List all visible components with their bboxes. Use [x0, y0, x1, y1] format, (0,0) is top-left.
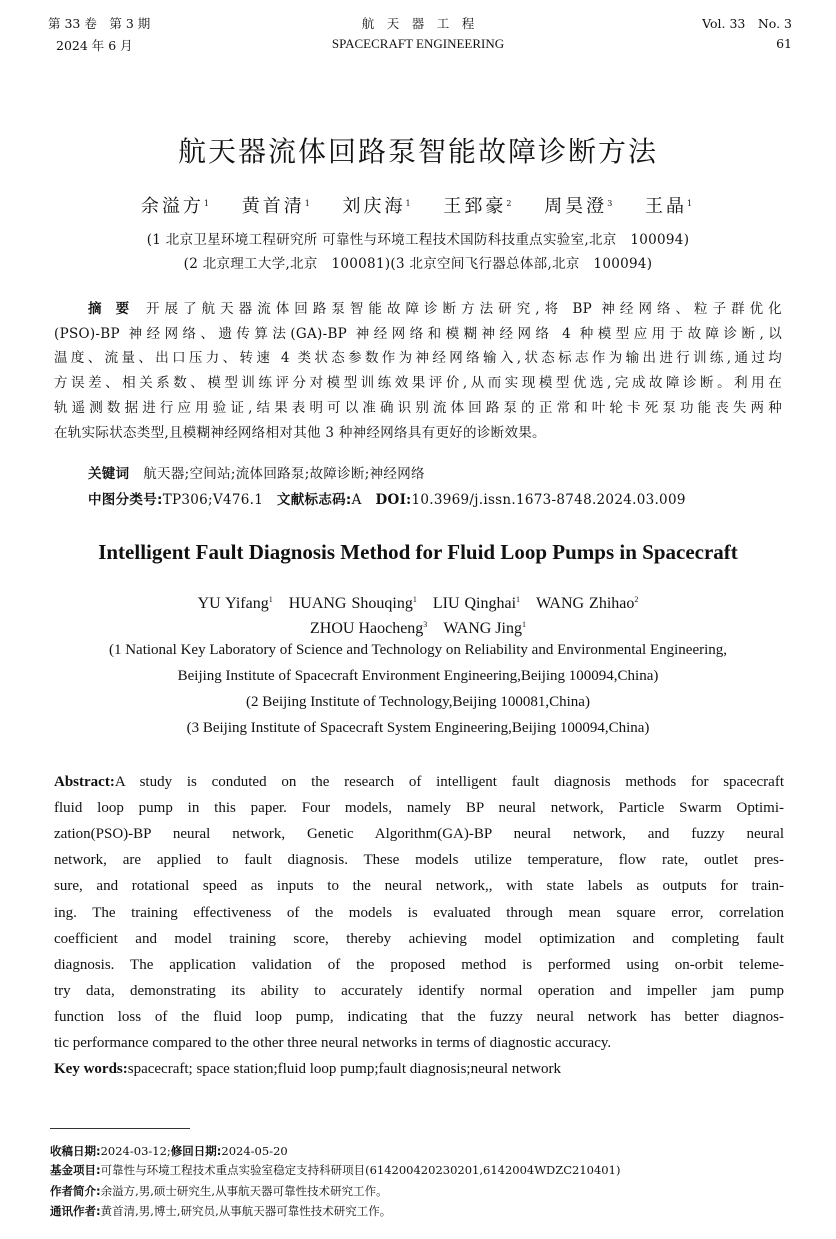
authors-en-line-2: [0, 615, 836, 638]
clc-label: 中图分类号:: [88, 492, 163, 508]
abstract-en-line: zation(PSO)-BP neural network, Genetic Algorithm(GA)-BP neural network, and fuzzy neural: [54, 826, 784, 843]
received-date: 2024-03-12;: [100, 1144, 171, 1158]
affiliation-zh-1: (1 北京卫星环境工程研究所 可靠性与环境工程技术国防科技重点实验室,北京 100094): [146, 232, 690, 248]
abstract-en-line: fluid loop pump in this paper. Four models, namely BP neural network, Particle Swarm Optimi-: [54, 800, 784, 817]
abstract-en-text: A study is conduted on the research of intelligent fault diagnosis methods for spacecraft: [114, 774, 784, 790]
author-name: 王郅豪: [443, 196, 507, 217]
affiliation-en-4: (3 Beijing Institute of Spacecraft System Engineering,Beijing 100094,China): [186, 720, 650, 736]
header-journal-en: SPACECRAFT ENGINEERING: [331, 36, 505, 51]
author-name: 刘庆海: [342, 196, 406, 217]
funding-label: 基金项目:: [50, 1163, 101, 1177]
revised-date: 2024-05-20: [221, 1144, 288, 1158]
abstract-en-line: [54, 774, 784, 791]
header-vol-no: Vol. 33 No. 3: [702, 16, 792, 31]
funding-text: 可靠性与环境工程技术重点实验室稳定支持科研项目(614200420230201,6142004WDZC210401): [100, 1163, 621, 1177]
corresponding-label: 通讯作者:: [50, 1204, 101, 1218]
author: [141, 196, 212, 217]
author-name: 余溢方: [140, 196, 204, 217]
revised-label: 修回日期:: [170, 1144, 222, 1158]
authors-en-line-1: [0, 590, 836, 613]
bio-text: 余溢方,男,硕士研究生,从事航天器可靠性技术研究工作。: [100, 1184, 388, 1198]
abstract-zh-line: 方误差、相关系数、模型训练评分对模型训练效果评价,从而实现模型优选,完成故障诊断。利用在: [54, 375, 782, 392]
author-affiliation-mark: 1: [412, 595, 417, 604]
author-affiliation-mark: 1: [405, 199, 414, 208]
author-affiliation-mark: 1: [203, 199, 212, 208]
title-zh: 航天器流体回路泵智能故障诊断方法: [177, 135, 658, 168]
author: [514, 196, 615, 217]
author: [414, 196, 515, 217]
title-en: Intelligent Fault Diagnosis Method for Fluid Loop Pumps in Spacecraft: [98, 540, 738, 564]
clc-value: TP306;V476.1: [162, 492, 264, 508]
author: [212, 196, 313, 217]
header-date: 2024 年 6 月: [56, 38, 133, 53]
author-affiliation-mark: 2: [634, 595, 639, 604]
footnote-divider: [50, 1128, 190, 1129]
header-page-number: 61: [776, 36, 792, 51]
abstract-en-line: diagnosis. The application validation of the proposed method is performed using on-orbit teleme-: [54, 956, 784, 973]
author: [273, 595, 417, 612]
author-affiliation-mark: 1: [268, 595, 273, 604]
affiliation-zh-2: (2 北京理工大学,北京 100081)(3 北京空间飞行器总体部,北京 100094): [183, 256, 653, 272]
author-affiliation-mark: 1: [304, 199, 313, 208]
abstract-en-line: coefficient and model training score, thereby achieving model optimization and completing fault: [54, 930, 784, 947]
footnote-dates: [50, 1143, 288, 1159]
author: [310, 620, 427, 637]
abstract-en-line: sure, and rotational speed as inputs to the neural network,, with state labels as outputs for train-: [54, 878, 784, 895]
keywords-zh: [88, 462, 425, 482]
affiliation-en-2: Beijing Institute of Spacecraft Environment Engineering,Beijing 100094,China): [177, 668, 659, 684]
abstract-en-label: Abstract:: [54, 774, 115, 790]
doi-label: DOI:: [375, 492, 412, 508]
author-name: 王晶: [645, 196, 688, 217]
footnote-funding: [50, 1162, 620, 1178]
abstract-zh-line: 轨遥测数据进行应用验证,结果表明可以准确识别流体回路泵的正常和叶轮卡死泵功能丧失两种: [54, 399, 782, 416]
author-affiliation-mark: 1: [516, 595, 521, 604]
keywords-zh-label: 关键词: [88, 466, 130, 482]
keywords-en-text: spacecraft; space station;fluid loop pump;fault diagnosis;neural network: [127, 1061, 561, 1077]
header-journal-zh: 航 天 器 工 程: [361, 16, 475, 31]
author-affiliation-mark: 1: [687, 199, 696, 208]
classification-line: [88, 488, 686, 508]
author: [313, 196, 414, 217]
author-name: ZHOU Haocheng: [310, 620, 424, 637]
abstract-zh-label: 摘 要: [88, 301, 130, 317]
abstract-en-line: try data, demonstrating its ability to accurately identify normal operation and impeller jam pump: [54, 982, 784, 999]
keywords-zh-text: 航天器;空间站;流体回路泵;故障诊断;神经网络: [143, 466, 425, 482]
author: [520, 595, 638, 612]
author-affiliation-mark: 1: [521, 620, 526, 629]
author-affiliation-mark: 2: [506, 199, 515, 208]
author-name: 黄首清: [241, 196, 305, 217]
affiliation-en-1: (1 National Key Laboratory of Science and Technology on Reliability and Environmental Engineering,: [108, 642, 728, 658]
bio-label: 作者简介:: [50, 1184, 101, 1198]
abstract-en-line: function loss of the fluid loop pump, indicating that the fuzzy neural network has better diagnos-: [54, 1008, 784, 1025]
keywords-en-label: Key words:: [54, 1061, 128, 1077]
abstract-zh-line: (PSO)-BP 神经网络、遗传算法(GA)-BP 神经网络和模糊神经网络 4 种模型应用于故障诊断,以: [54, 325, 782, 342]
doc-code-value: A: [351, 492, 362, 508]
abstract-en-line: tic performance compared to the other three neural networks in terms of diagnostic accuracy.: [54, 1035, 612, 1051]
keywords-en: [54, 1061, 561, 1078]
footnote-corresponding: [50, 1203, 391, 1219]
author-name: YU Yifang: [197, 595, 269, 612]
author-name: WANG Zhihao: [536, 595, 635, 612]
abstract-en-line: network, are applied to fault diagnosis. These models utilize temperature, flow rate, outlet pres-: [54, 852, 784, 869]
abstract-en-line: ing. The training effectiveness of the models is evaluated through mean square error, correlation: [54, 904, 784, 921]
author: [417, 595, 520, 612]
author-name: LIU Qinghai: [432, 595, 517, 612]
abstract-zh-line: 在轨实际状态类型,且模糊神经网络相对其他 3 种神经网络具有更好的诊断效果。: [54, 424, 546, 441]
author: [198, 595, 273, 612]
author-name: 周昊澄: [544, 196, 608, 217]
doc-code-label: 文献标志码:: [276, 492, 352, 508]
author-name: WANG Jing: [443, 620, 522, 637]
header-volume: 第 33 卷 第 3 期: [48, 16, 151, 31]
author: [615, 196, 695, 217]
authors-zh: [0, 192, 836, 218]
author-affiliation-mark: 3: [607, 199, 616, 208]
doi-value: 10.3969/j.issn.1673-8748.2024.03.009: [411, 492, 686, 508]
footnote-author-bio: [50, 1183, 388, 1199]
affiliation-en-3: (2 Beijing Institute of Technology,Beijing 100081,China): [246, 694, 590, 710]
corresponding-text: 黄首清,男,博士,研究员,从事航天器可靠性技术研究工作。: [100, 1204, 392, 1218]
abstract-zh-line: 温度、流量、出口压力、转速 4 类状态参数作为神经网络输入,状态标志作为输出进行训练,通过均: [54, 350, 782, 367]
author: [427, 620, 526, 637]
author-affiliation-mark: 3: [423, 620, 428, 629]
author-name: HUANG Shouqing: [288, 595, 413, 612]
received-label: 收稿日期:: [50, 1144, 101, 1158]
abstract-zh-line: 开展了航天器流体回路泵智能故障诊断方法研究,将 BP 神经网络、粒子群优化: [146, 301, 782, 317]
